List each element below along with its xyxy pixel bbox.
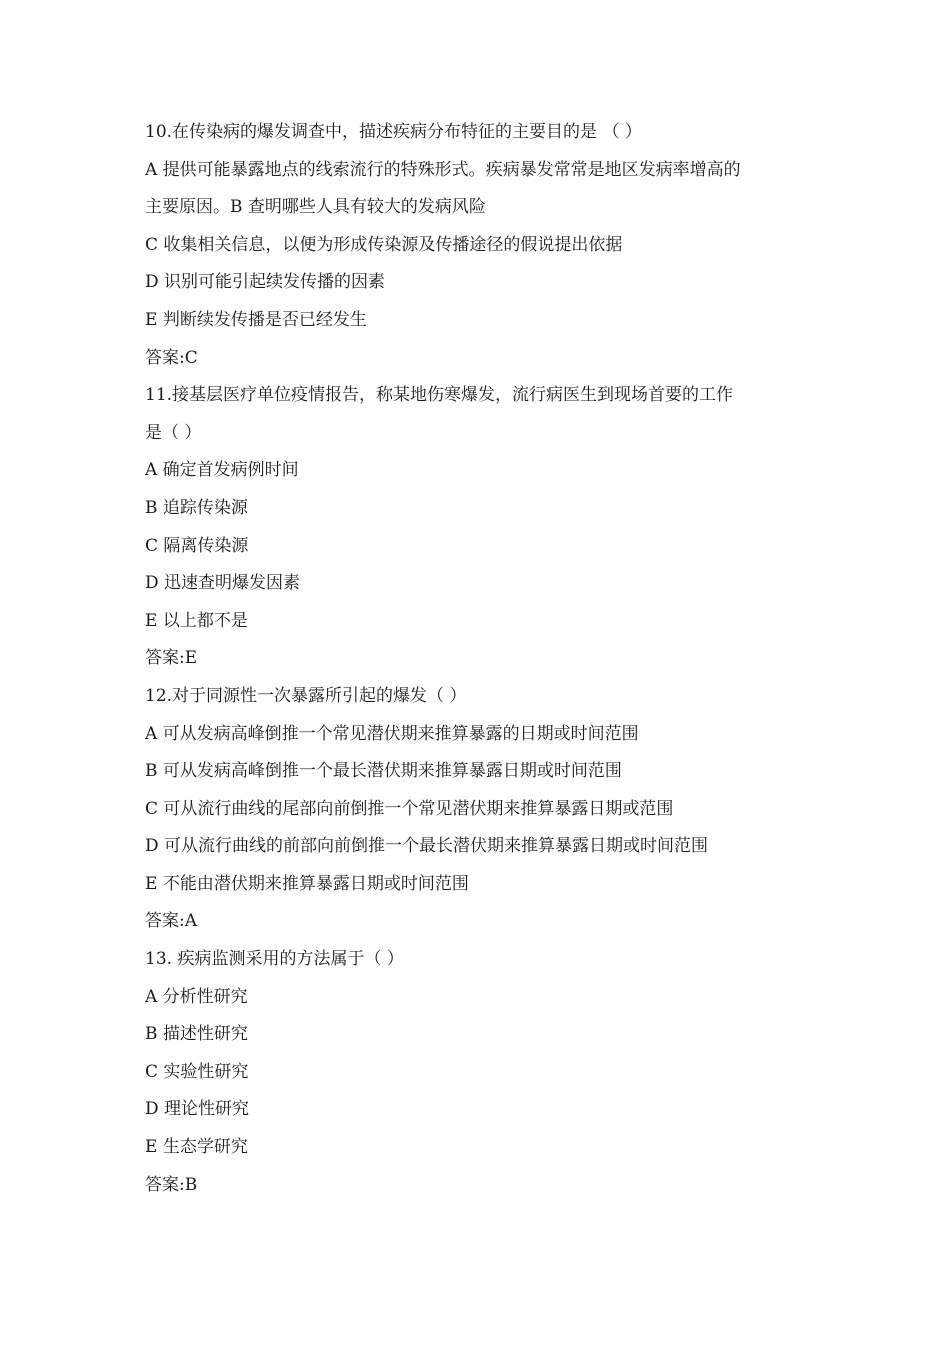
answer-line: 答案:A — [145, 911, 198, 932]
question-stem: 13. 疾病监测采用的方法属于（ ） — [145, 949, 404, 970]
option-line: B 追踪传染源 — [145, 497, 248, 518]
option-line: C 可从流行曲线的尾部向前倒推一个常见潜伏期来推算暴露日期或范围 — [145, 798, 674, 819]
question-stem: 11.接基层医疗单位疫情报告，称某地伤寒爆发，流行病医生到现场首要的工作 — [145, 385, 734, 406]
option-line: 主要原因。B 查明哪些人具有较大的发病风险 — [145, 197, 486, 218]
option-line: C 隔离传染源 — [145, 535, 249, 556]
option-line: E 判断续发传播是否已经发生 — [145, 309, 367, 330]
answer-line: 答案:E — [145, 648, 198, 669]
option-line: E 不能由潜伏期来推算暴露日期或时间范围 — [145, 873, 469, 894]
answer-line: 答案:B — [145, 1174, 198, 1195]
answer-line: 答案:C — [145, 347, 198, 368]
option-line: B 描述性研究 — [145, 1024, 248, 1045]
option-line: A 分析性研究 — [145, 986, 248, 1007]
question-stem: 10.在传染病的爆发调查中，描述疾病分布特征的主要目的是 （ ） — [145, 122, 642, 142]
option-line: E 生态学研究 — [145, 1137, 248, 1158]
option-line: D 迅速查明爆发因素 — [145, 573, 301, 594]
question-stem: 是（ ） — [145, 422, 202, 443]
option-line: A 提供可能暴露地点的线索流行的特殊形式。疾病暴发常常是地区发病率增高的 — [145, 159, 741, 180]
option-line: A 可从发病高峰倒推一个常见潜伏期来推算暴露的日期或时间范围 — [145, 723, 639, 744]
option-line: B 可从发病高峰倒推一个最长潜伏期来推算暴露日期或时间范围 — [145, 761, 622, 782]
option-line: D 识别可能引起续发传播的因素 — [145, 272, 386, 293]
option-line: D 可从流行曲线的前部向前倒推一个最长潜伏期来推算暴露日期或时间范围 — [145, 836, 709, 857]
option-line: C 实验性研究 — [145, 1061, 249, 1082]
question-list — [145, 114, 825, 1204]
option-line: E 以上都不是 — [145, 610, 248, 631]
question-stem: 12.对于同源性一次暴露所引起的爆发（ ） — [145, 685, 467, 706]
option-line: C 收集相关信息，以便为形成传染源及传播途径的假说提出依据 — [145, 234, 623, 255]
option-line: A 确定首发病例时间 — [145, 460, 299, 481]
option-line: D 理论性研究 — [145, 1099, 250, 1120]
